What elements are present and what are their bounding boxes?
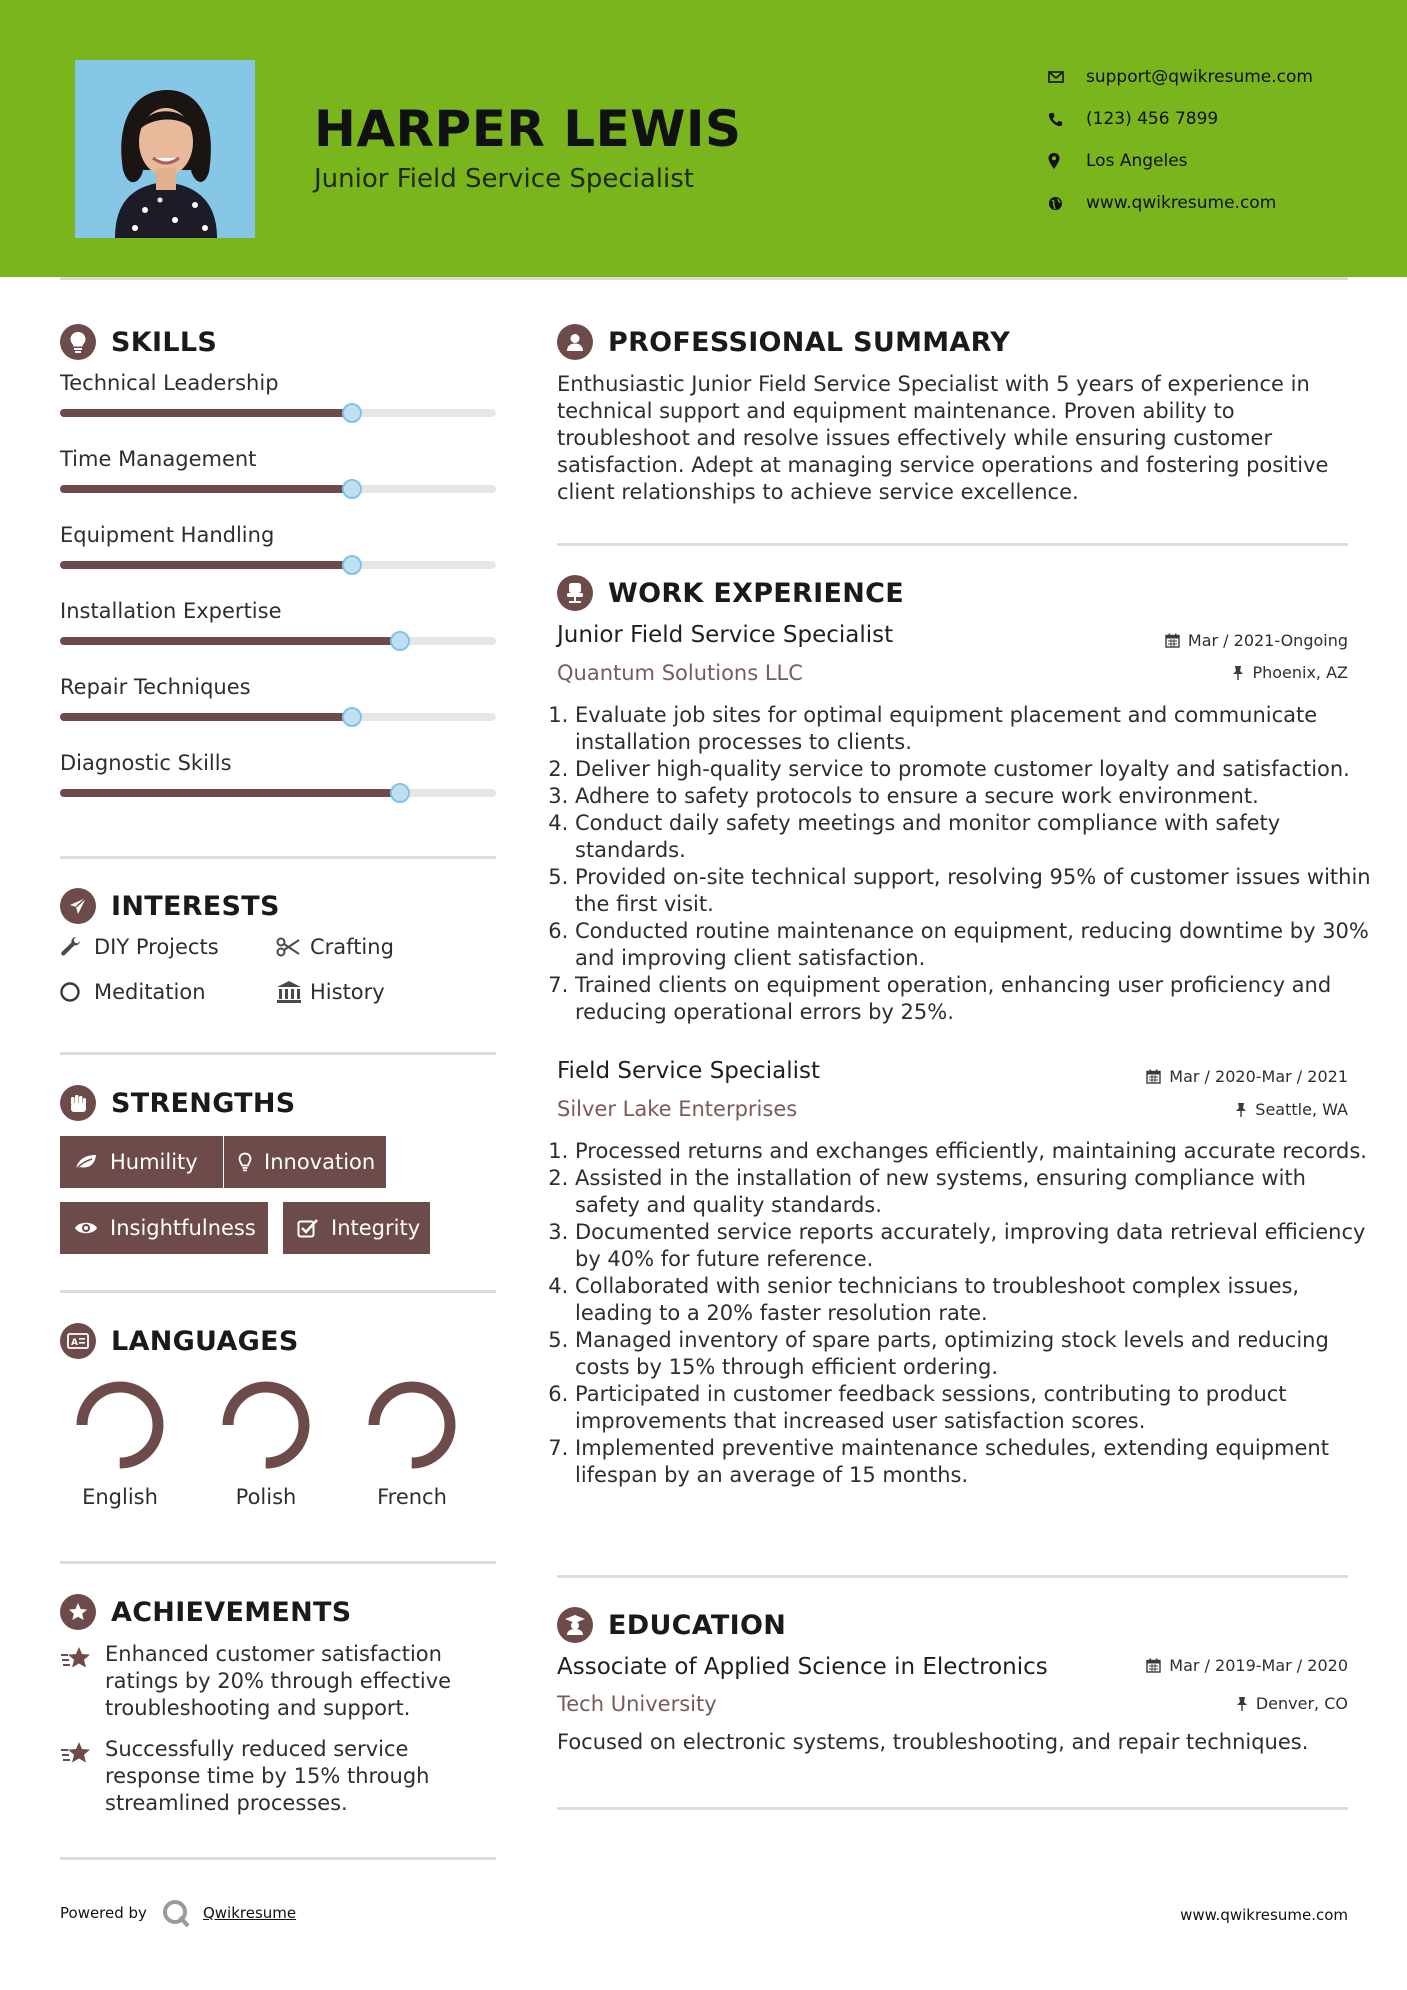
company-name: Silver Lake Enterprises	[557, 1097, 798, 1121]
responsibility-item: 1. Processed returns and exchanges efficiently, maintaining accurate records.	[575, 1138, 1375, 1165]
lightbulb-icon	[60, 324, 96, 360]
star-list-icon	[60, 1641, 105, 1722]
languages-heading	[60, 1323, 299, 1359]
responsibility-item: 3. Adhere to safety protocols to ensure a secure work environment.	[575, 783, 1375, 810]
interest-item	[276, 935, 394, 959]
job-responsibilities	[557, 702, 1375, 1026]
divider	[557, 543, 1348, 546]
skill-bar-fill	[60, 637, 400, 645]
achievement-text: Successfully reduced service response time by 15% through streamlined processes.	[105, 1737, 430, 1815]
skill-label: Repair Techniques	[60, 675, 251, 699]
responsibility-item: 1. Evaluate job sites for optimal equipment placement and communicate installation processes to clients.	[575, 702, 1375, 756]
contact-email-text: support@qwikresume.com	[1086, 67, 1313, 87]
svg-text:A: A	[71, 1338, 78, 1348]
leaf-icon	[74, 1153, 98, 1171]
skill-item	[60, 447, 496, 471]
strengths-heading	[60, 1085, 296, 1121]
experience-title: WORK EXPERIENCE	[608, 577, 904, 609]
job-title: Junior Field Service Specialist	[557, 622, 894, 648]
interest-label: Crafting	[310, 935, 394, 959]
divider	[60, 856, 496, 859]
skill-label: Equipment Handling	[60, 523, 275, 547]
skill-label: Technical Leadership	[60, 371, 279, 395]
language-label: French	[377, 1485, 447, 1509]
scissors-icon	[276, 937, 310, 957]
skill-bar-knob	[342, 479, 362, 499]
job-location-text: Phoenix, AZ	[1252, 663, 1348, 682]
divider	[557, 1807, 1348, 1810]
strength-badge	[60, 1202, 268, 1254]
interests-heading	[60, 888, 280, 924]
contact-phone[interactable]	[1048, 98, 1378, 140]
achievements-title: ACHIEVEMENTS	[111, 1596, 352, 1628]
divider	[60, 1290, 496, 1293]
office-chair-icon	[557, 575, 593, 611]
location-pin-icon	[1048, 153, 1086, 169]
strength-label: Innovation	[264, 1150, 376, 1174]
interest-item	[276, 980, 385, 1004]
language-level-arc	[228, 1387, 304, 1463]
responsibility-item: 5. Provided on-site technical support, resolving 95% of customer issues within the first visit.	[575, 864, 1375, 918]
skill-bar-fill	[60, 485, 352, 493]
star-list-icon	[60, 1736, 105, 1817]
language-level-ring	[362, 1375, 462, 1475]
skill-bar-knob	[390, 783, 410, 803]
skill-bar-fill	[60, 789, 400, 797]
job-dates-text: Mar / 2020-Mar / 2021	[1169, 1067, 1348, 1086]
envelope-icon	[1048, 71, 1086, 83]
skill-bar	[60, 561, 496, 569]
qwikresume-logo-icon	[161, 1898, 191, 1928]
skill-item	[60, 599, 496, 623]
responsibility-item: 3. Documented service reports accurately, improving data retrieval efficiency by 40% for future reference.	[575, 1219, 1375, 1273]
star-badge-icon	[60, 1594, 96, 1630]
globe-icon	[1048, 196, 1086, 211]
language-level-ring	[216, 1375, 316, 1475]
job-title: Field Service Specialist	[557, 1058, 820, 1084]
education-dates-text: Mar / 2019-Mar / 2020	[1169, 1656, 1348, 1675]
education-location	[1236, 1694, 1348, 1713]
interest-label: DIY Projects	[94, 935, 219, 959]
languages-title: LANGUAGES	[111, 1325, 299, 1357]
candidate-title: Junior Field Service Specialist	[314, 164, 694, 194]
summary-title: PROFESSIONAL SUMMARY	[608, 326, 1011, 358]
divider	[60, 1052, 496, 1055]
strength-badge	[60, 1136, 223, 1188]
achievement-item	[60, 1641, 500, 1722]
header-divider	[60, 277, 1348, 280]
header-banner	[0, 0, 1407, 277]
job-dates	[1165, 631, 1348, 650]
circle-icon	[60, 981, 94, 1003]
education-location-text: Denver, CO	[1255, 1694, 1348, 1713]
contact-phone-text: (123) 456 7899	[1086, 109, 1219, 129]
summary-heading	[557, 324, 1010, 360]
paper-plane-icon	[60, 888, 96, 924]
language-item	[60, 1375, 180, 1509]
interest-label: History	[310, 980, 385, 1004]
language-label: Polish	[235, 1485, 297, 1509]
interest-item	[60, 980, 206, 1004]
candidate-name: HARPER LEWIS	[314, 100, 742, 158]
contact-location	[1048, 140, 1378, 182]
skill-bar-knob	[342, 555, 362, 575]
skill-bar	[60, 485, 496, 493]
job-responsibilities	[557, 1138, 1375, 1489]
language-item	[352, 1375, 472, 1509]
strength-label: Humility	[110, 1150, 198, 1174]
contact-website-text: www.qwikresume.com	[1086, 193, 1277, 213]
skill-label: Installation Expertise	[60, 599, 282, 623]
language-level-ring	[70, 1375, 170, 1475]
calendar-icon	[1146, 1069, 1161, 1084]
skill-item	[60, 675, 496, 699]
education-title: EDUCATION	[608, 1609, 787, 1641]
interests-title: INTERESTS	[111, 890, 280, 922]
divider	[60, 1857, 496, 1860]
skill-label: Diagnostic Skills	[60, 751, 232, 775]
interest-label: Meditation	[94, 980, 206, 1004]
summary-text: Enthusiastic Junior Field Service Specialist with 5 years of experience in technical support and equipment maintenance. Proven ability to troubleshoot and resolve issues effectively while ensuring customer satisfaction. Adept at managing service operations and fostering positive client relationships to achieve service excellence.	[557, 372, 1329, 504]
calendar-icon	[1165, 633, 1180, 648]
language-level-arc	[374, 1387, 450, 1463]
job-location	[1235, 1100, 1348, 1119]
responsibility-item: 7. Implemented preventive maintenance schedules, extending equipment lifespan by an average of 15 months.	[575, 1435, 1375, 1489]
skill-bar	[60, 789, 496, 797]
divider	[60, 1561, 496, 1564]
wrench-icon	[60, 936, 94, 958]
skill-bar-knob	[342, 403, 362, 423]
fist-icon	[60, 1085, 96, 1121]
interest-item	[60, 935, 219, 959]
strength-badge	[283, 1202, 430, 1254]
job-location-text: Seattle, WA	[1255, 1100, 1348, 1119]
responsibility-item: 2. Assisted in the installation of new systems, ensuring compliance with safety and quality standards.	[575, 1165, 1375, 1219]
achievements-heading	[60, 1594, 352, 1630]
job-dates-text: Mar / 2021-Ongoing	[1187, 631, 1348, 650]
graduate-icon	[557, 1607, 593, 1643]
company-name: Quantum Solutions LLC	[557, 661, 803, 685]
skill-bar	[60, 713, 496, 721]
language-card-icon	[60, 1323, 96, 1359]
skill-bar-fill	[60, 713, 352, 721]
language-level-arc	[82, 1387, 158, 1463]
responsibility-item: 5. Managed inventory of spare parts, optimizing stock levels and reducing costs by 15% through efficient ordering.	[575, 1327, 1375, 1381]
education-heading	[557, 1607, 786, 1643]
responsibility-item: 4. Collaborated with senior technicians to troubleshoot complex issues, leading to a 20% faster resolution rate.	[575, 1273, 1375, 1327]
education-dates	[1146, 1656, 1348, 1675]
phone-icon	[1048, 112, 1086, 127]
skill-bar-knob	[342, 707, 362, 727]
language-item	[206, 1375, 326, 1509]
brand-link[interactable]: Qwikresume	[202, 1904, 297, 1922]
achievement-item	[60, 1736, 500, 1817]
responsibility-item: 6. Conducted routine maintenance on equipment, reducing downtime by 30% and improving client satisfaction.	[575, 918, 1375, 972]
responsibility-item: 2. Deliver high-quality service to promote customer loyalty and satisfaction.	[575, 756, 1375, 783]
strengths-title: STRENGTHS	[111, 1087, 296, 1119]
skills-title: SKILLS	[111, 326, 218, 358]
pushpin-icon	[1235, 1102, 1247, 1117]
strength-label: Integrity	[331, 1216, 421, 1240]
school-name: Tech University	[557, 1692, 717, 1716]
language-label: English	[82, 1485, 158, 1509]
user-icon	[557, 324, 593, 360]
checkbox-icon	[297, 1218, 319, 1238]
education-description: Focused on electronic systems, troubleshooting, and repair techniques.	[557, 1730, 1309, 1754]
skill-bar-fill	[60, 561, 352, 569]
contact-email[interactable]	[1048, 56, 1378, 98]
skill-bar-fill	[60, 409, 352, 417]
contact-list	[1048, 56, 1378, 224]
job-dates	[1146, 1067, 1348, 1086]
experience-heading	[557, 575, 904, 611]
skill-label: Time Management	[60, 447, 257, 471]
strength-badge	[224, 1136, 386, 1188]
lightbulb-icon	[238, 1152, 252, 1172]
eye-icon	[74, 1220, 98, 1236]
skill-item	[60, 751, 496, 775]
skill-bar	[60, 637, 496, 645]
skill-bar	[60, 409, 496, 417]
calendar-icon	[1146, 1658, 1161, 1673]
contact-location-text: Los Angeles	[1086, 151, 1188, 171]
responsibility-item: 6. Participated in customer feedback sessions, contributing to product improvements that increased user satisfaction scores.	[575, 1381, 1375, 1435]
job-location	[1232, 663, 1348, 682]
footer-website[interactable]: www.qwikresume.com	[1180, 1906, 1348, 1924]
skills-heading	[60, 324, 217, 360]
museum-icon	[276, 980, 310, 1004]
achievement-text: Enhanced customer satisfaction ratings by 20% through effective troubleshooting and support.	[105, 1642, 452, 1720]
skill-item	[60, 371, 496, 395]
responsibility-item: 4. Conduct daily safety meetings and monitor compliance with safety standards.	[575, 810, 1375, 864]
profile-photo	[75, 60, 255, 238]
skill-item	[60, 523, 496, 547]
divider	[557, 1575, 1348, 1578]
responsibility-item: 7. Trained clients on equipment operation, enhancing user proficiency and reducing operational errors by 25%.	[575, 972, 1375, 1026]
skill-bar-knob	[390, 631, 410, 651]
pushpin-icon	[1236, 1696, 1248, 1711]
strength-label: Insightfulness	[110, 1216, 256, 1240]
pushpin-icon	[1232, 665, 1244, 680]
contact-website[interactable]	[1048, 182, 1378, 224]
footer-powered-by	[60, 1898, 296, 1928]
powered-by-text: Powered by	[60, 1904, 147, 1922]
degree-title: Associate of Applied Science in Electronics	[557, 1654, 1048, 1680]
